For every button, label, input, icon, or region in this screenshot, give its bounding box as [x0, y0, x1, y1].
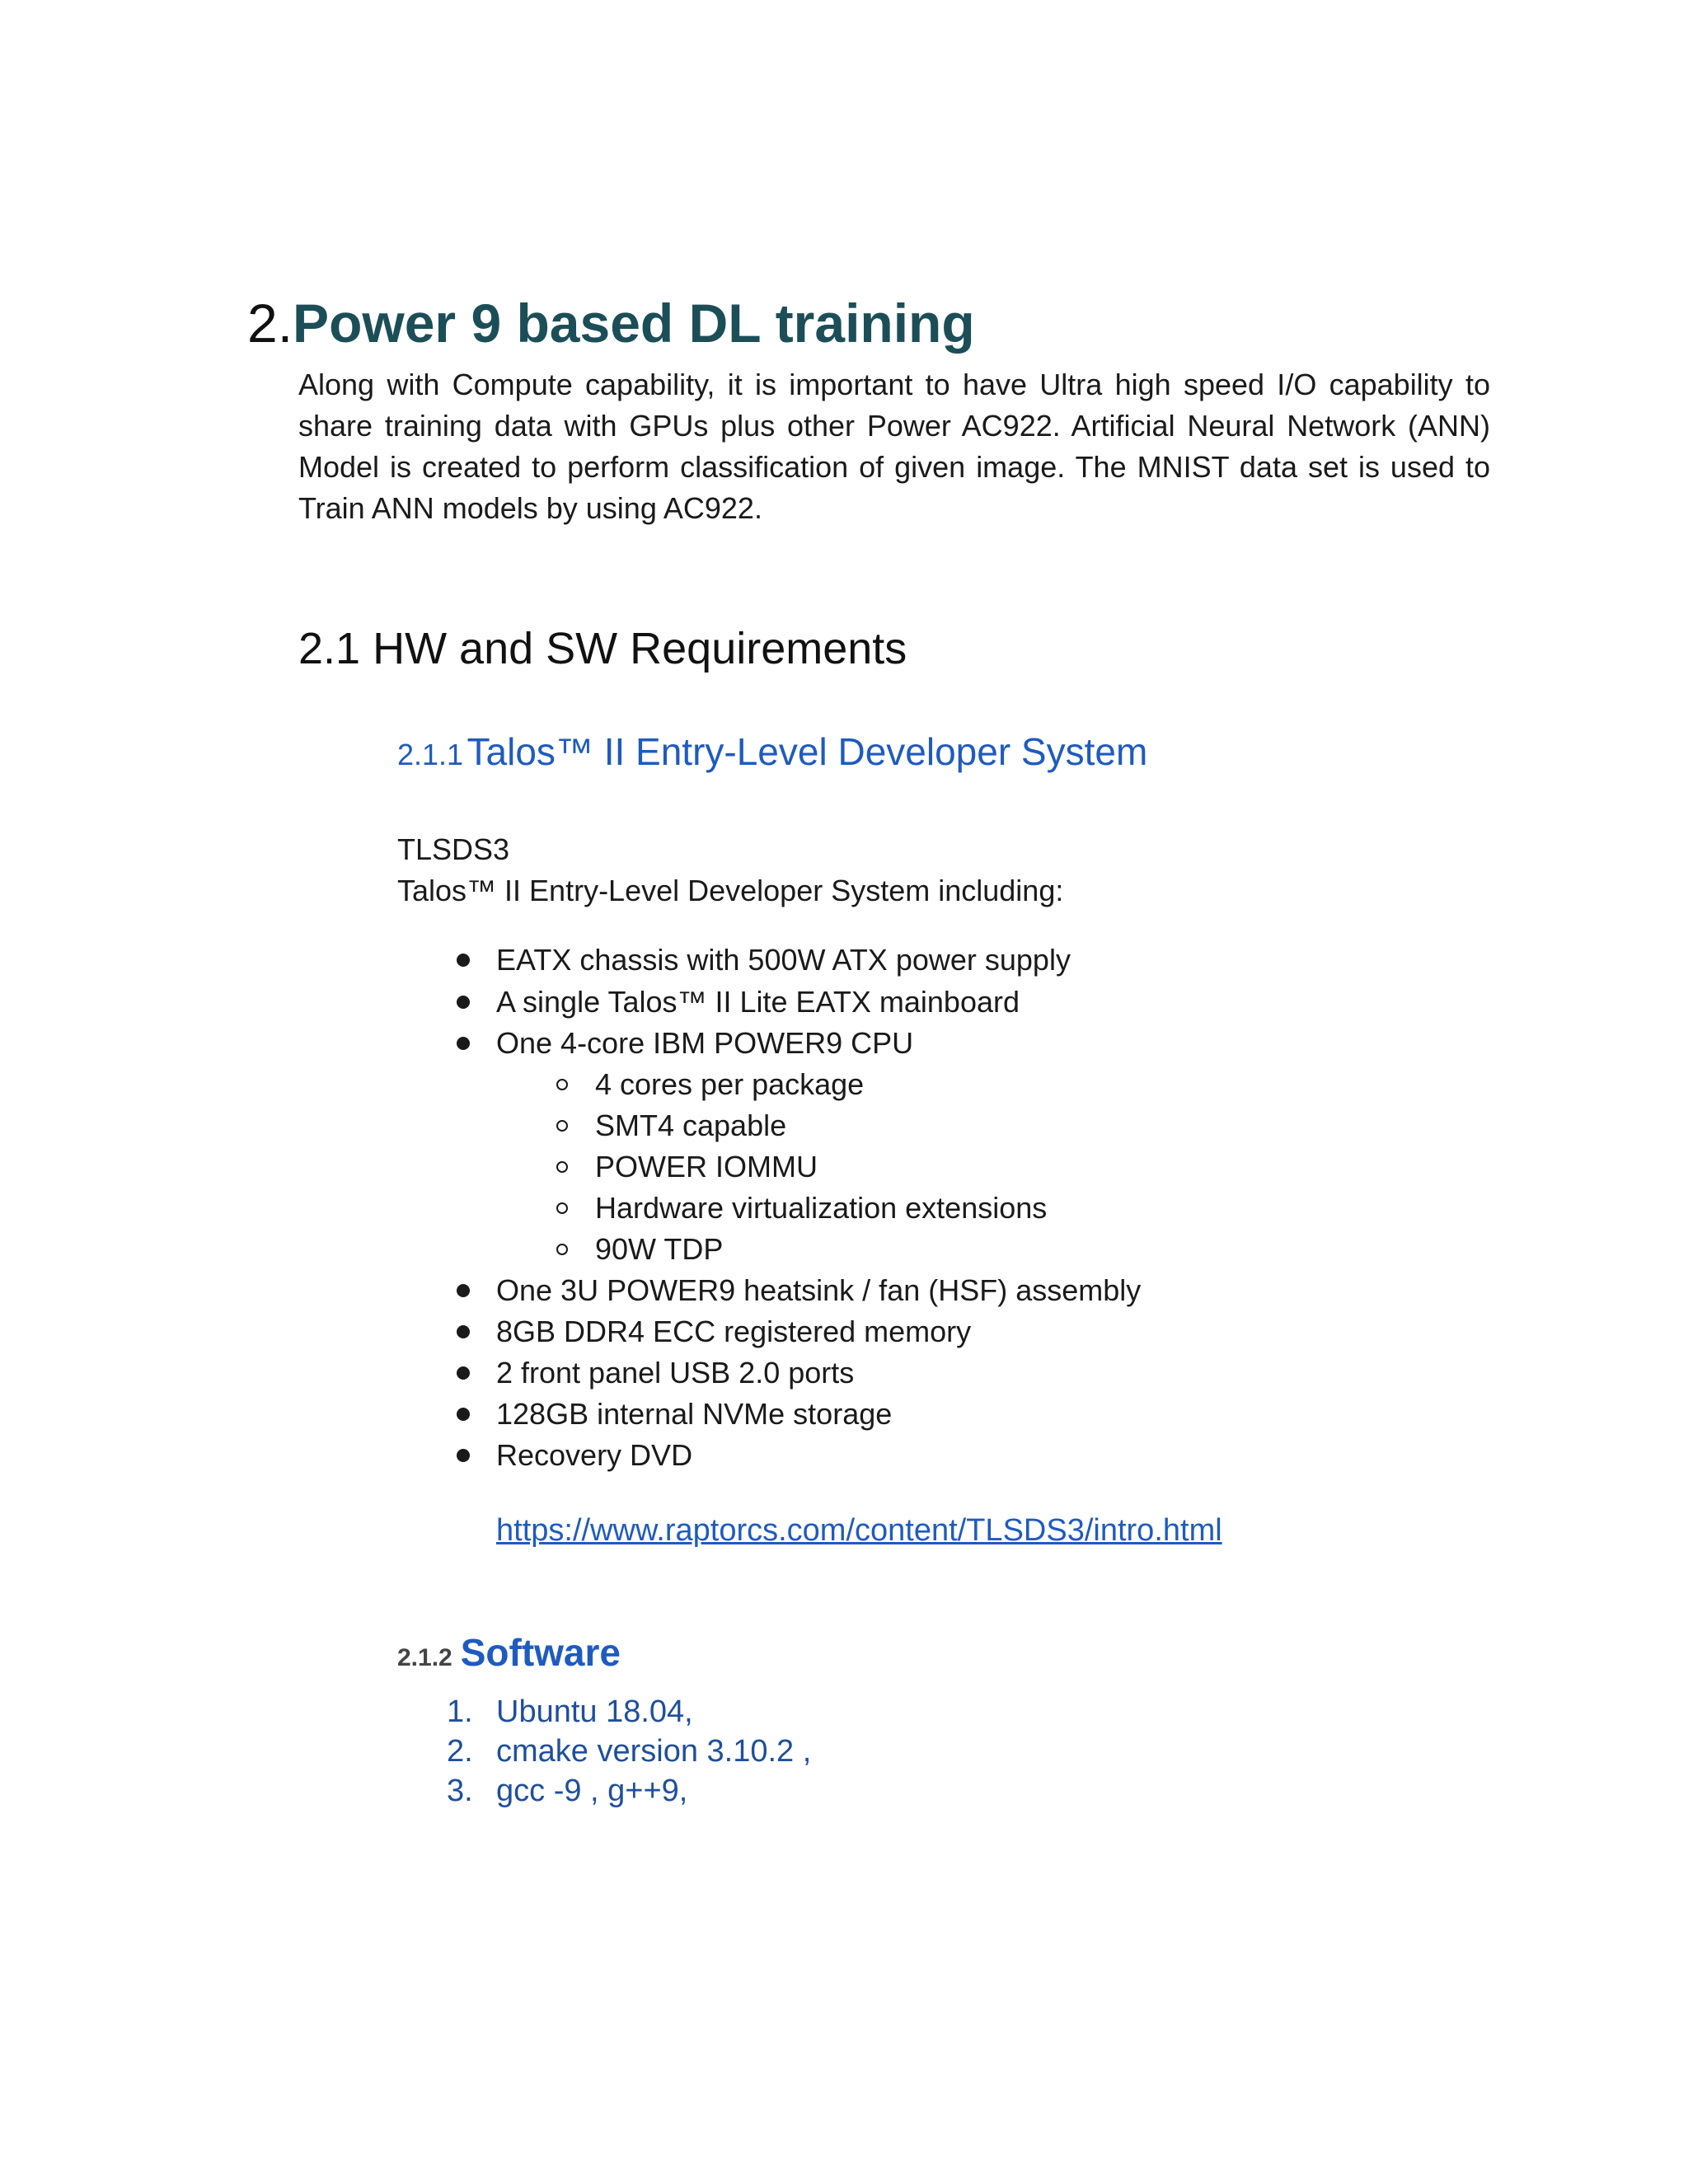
system-description: Talos™ II Entry-Level Developer System including:	[397, 874, 1064, 907]
intro-paragraph: Along with Compute capability, it is important to have Ultra high speed I/O capability to share training data with GPUs plus other Power AC922. Artificial Neural Network (ANN) Model is created to perform classification of given image. The MNIST data set is used to Train ANN models by using AC922.	[298, 368, 1490, 525]
circle-bullet-icon	[546, 1105, 579, 1146]
hardware-title: Talos™ II Entry-Level Developer System	[467, 730, 1148, 773]
product-link[interactable]: https://www.raptorcs.com/content/TLSDS3/intro.html	[496, 1513, 1222, 1548]
bullet-icon	[447, 982, 480, 1023]
bullet-icon	[447, 1394, 480, 1435]
section-number: 2.	[247, 293, 293, 354]
bullet-icon	[447, 940, 480, 981]
section-heading	[247, 290, 975, 372]
software-heading	[397, 1628, 621, 1687]
hardware-number: 2.1.1	[397, 738, 464, 771]
circle-bullet-icon	[546, 1229, 579, 1270]
section-title: Power 9 based DL training	[293, 293, 975, 354]
bullet-icon	[447, 1023, 480, 1064]
hardware-heading	[397, 725, 1147, 788]
bullet-icon	[447, 1435, 480, 1476]
bullet-icon	[447, 1352, 480, 1394]
software-title: Software	[460, 1631, 621, 1674]
circle-bullet-icon	[546, 1064, 579, 1105]
software-number: 2.1.2	[397, 1644, 452, 1671]
system-code: TLSDS3	[397, 832, 510, 866]
circle-bullet-icon	[546, 1188, 579, 1229]
document-page: 2.Power 9 based DL training Along with Compute capability, it is important to have Ultra high speed I/O capability to share training data with GPUs plus other Power AC922. Artificial Neural Network (ANN) Model is created to perform classification of given image. The MNIST data set is used to Train ANN models by using AC922. 2.1 HW and SW Requirements 2.1.1 Talos™ II Entry-Level Developer System TLSDS3 Talos™ II Entry-Level Developer System including: EATX chassis with 500W ATX power supply A single Talos™ II Lite EATX mainboard One 4-core IBM POWER9 CPU 4 cores per package SMT4 capable POWER IOMMU Hardware virtualization extensions 90W TDP One 3U POWER9 heatsink / fan (HSF) assembly 8GB DDR4 ECC registered memory 2 front panel USB 2.0 ports 128GB internal NVMe storage Recovery DVD https://www.raptorcs.com/content/TLSDS3/intro.html 2.1.2 Software 1. Ubuntu 18.04, 2. cmake version 3.10.2 , 3. gcc -9 , g++9,	[0, 0, 1688, 2184]
circle-bullet-icon	[546, 1146, 579, 1188]
bullet-icon	[447, 1311, 480, 1352]
bullet-icon	[447, 1270, 480, 1311]
subsection-heading: 2.1 HW and SW Requirements	[298, 624, 907, 673]
